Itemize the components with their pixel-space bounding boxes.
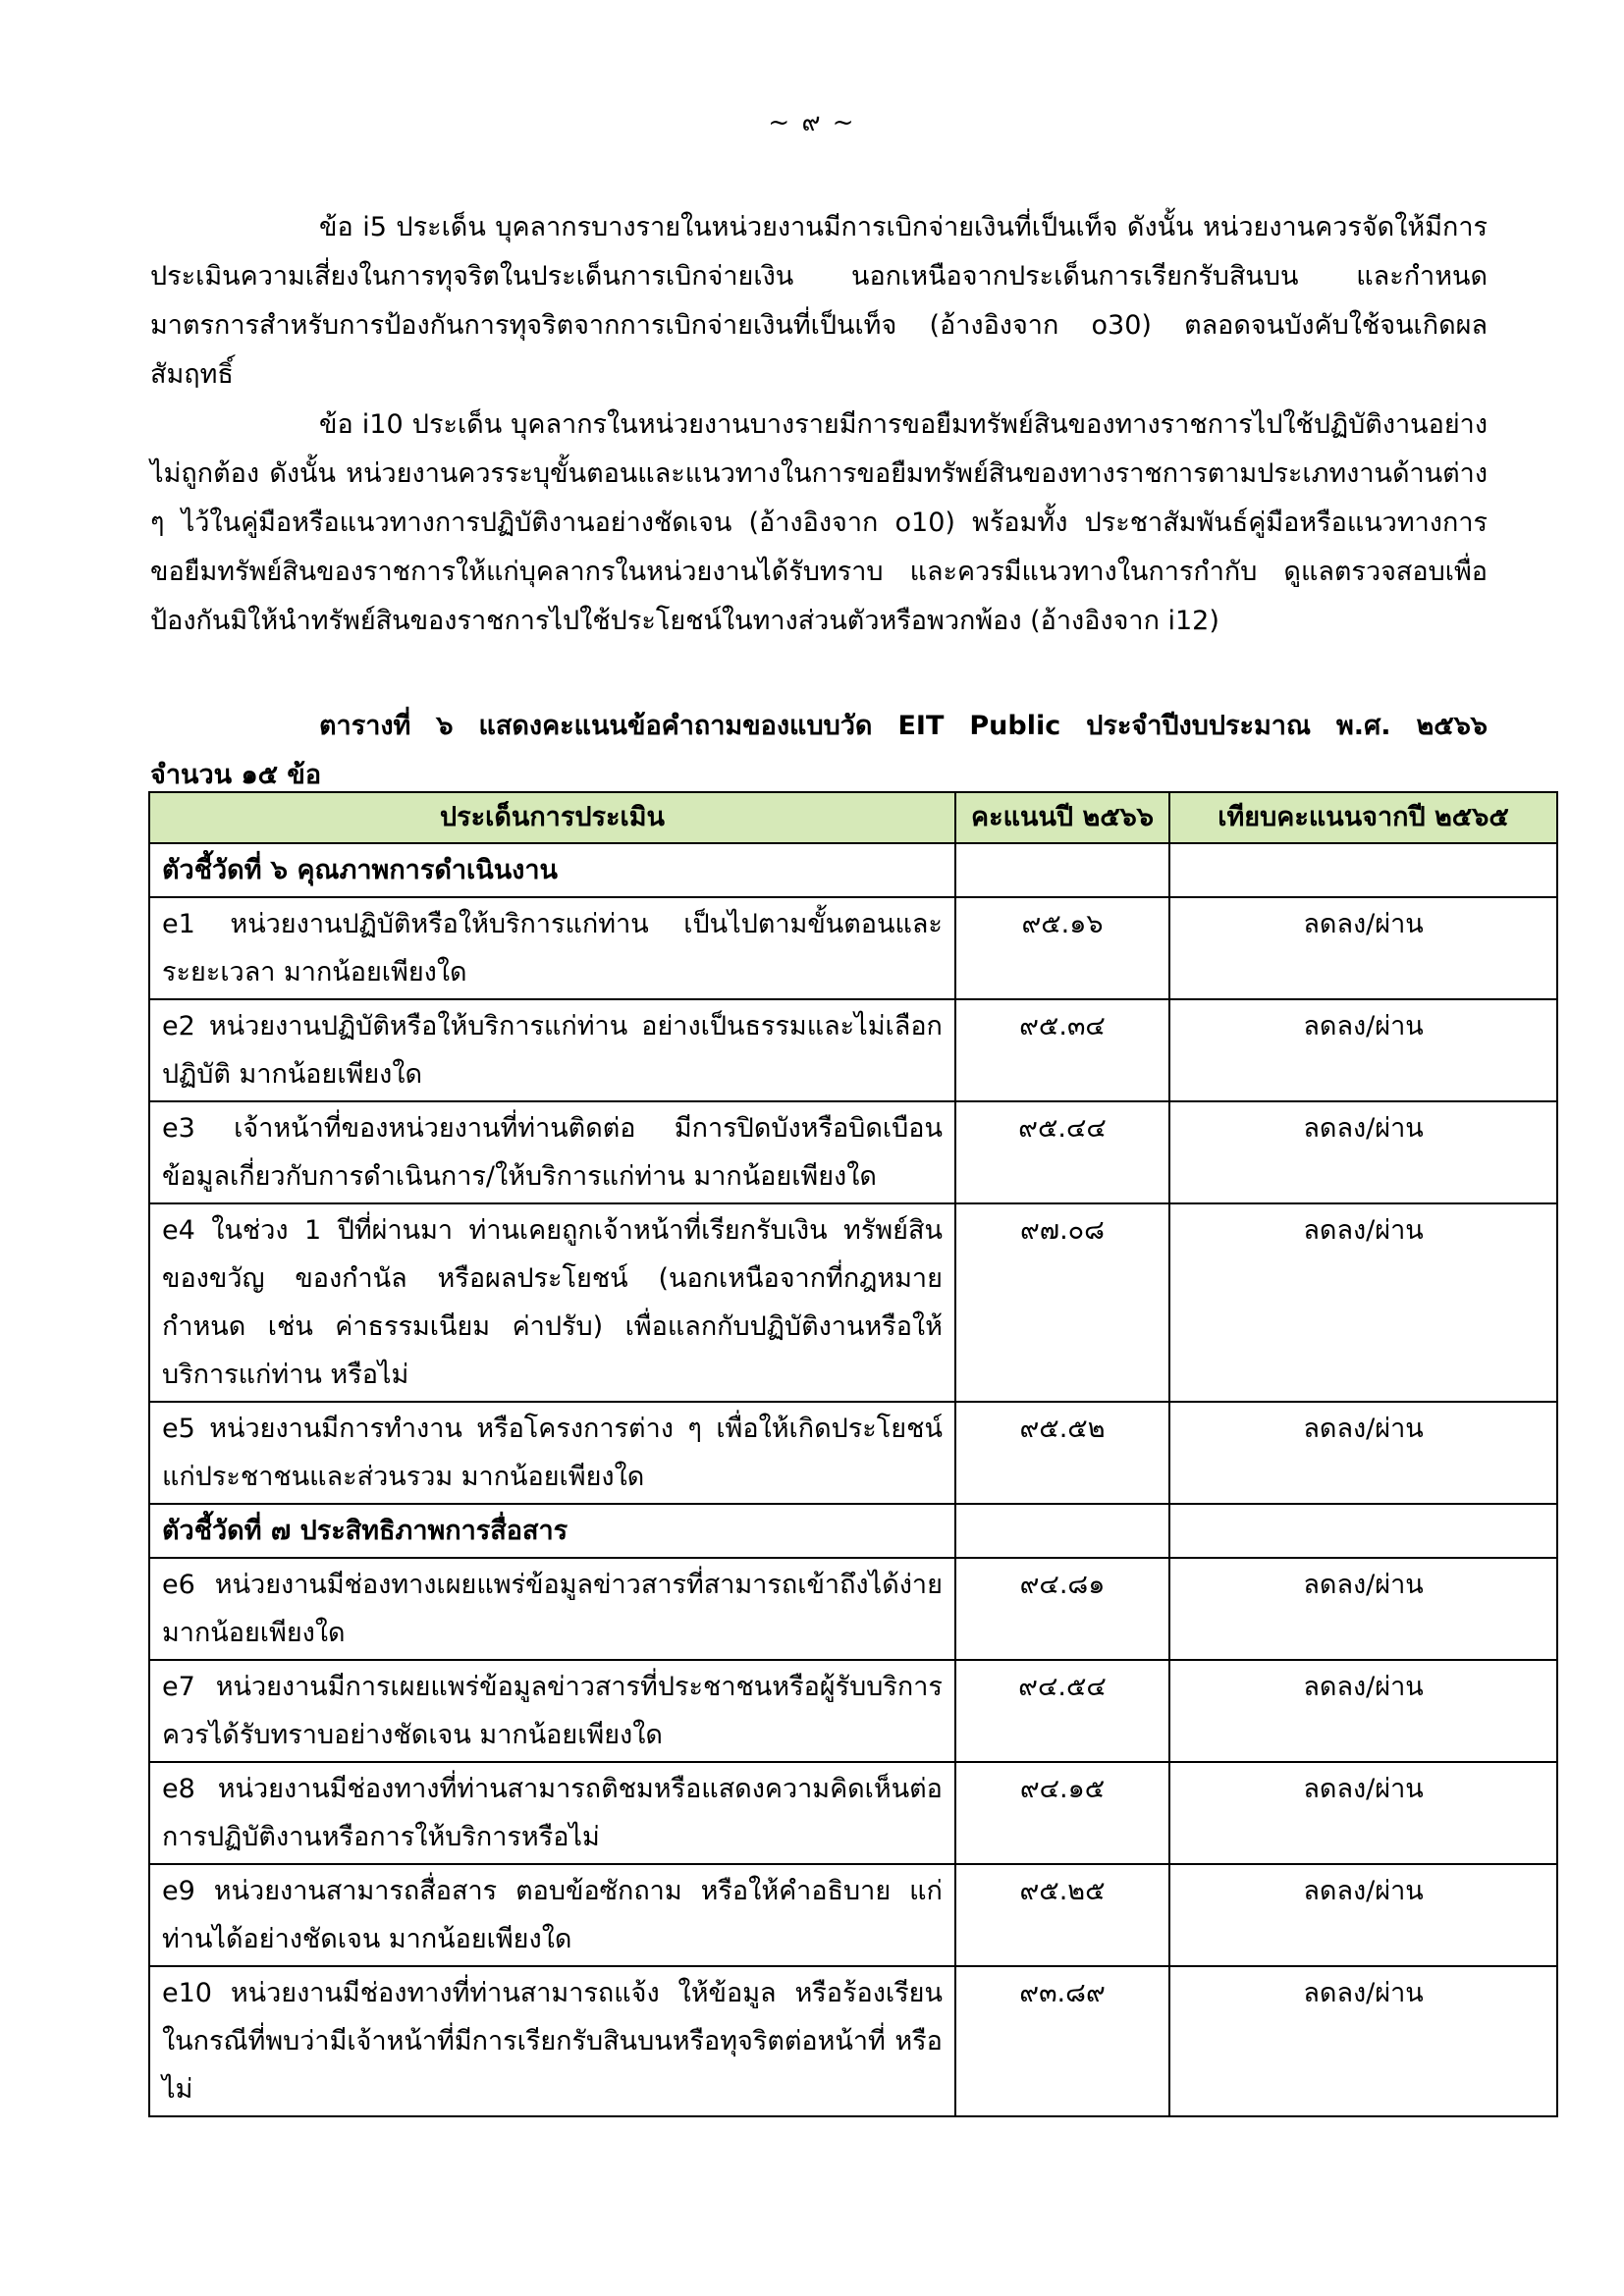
comparison-result: ลดลง/ผ่าน	[1169, 999, 1557, 1101]
table-caption-title: ตารางที่ ๖ แสดงคะแนนข้อคำถามของแบบวัด EIT Public ประจำปีงบประมาณ พ.ศ. ๒๕๖๖	[319, 711, 1488, 741]
question-text: e8 หน่วยงานมีช่องทางที่ท่านสามารถติชมหรือแสดงความคิดเห็นต่อการปฏิบัติงานหรือการให้บริการหรือไม่	[149, 1762, 955, 1864]
indicator-category: ตัวชี้วัดที่ ๖ คุณภาพการดำเนินงาน	[149, 843, 955, 897]
score-value: ๙๕.๕๒	[955, 1402, 1169, 1504]
question-text: e3 เจ้าหน้าที่ของหน่วยงานที่ท่านติดต่อ มีการปิดบังหรือบิดเบือนข้อมูลเกี่ยวกับการดำเนินการ/ให้บริการแก่ท่าน มากน้อยเพียงใด	[149, 1101, 955, 1203]
score-value: ๙๕.๓๔	[955, 999, 1169, 1101]
question-text: e10 หน่วยงานมีช่องทางที่ท่านสามารถแจ้ง ให้ข้อมูล หรือร้องเรียน ในกรณีที่พบว่ามีเจ้าหน้าที่มีการเรียกรับสินบนหรือทุจริตต่อหน้าที่ หรือไม่	[149, 1966, 955, 2116]
table-row	[149, 1101, 1557, 1203]
paragraph-i5: ข้อ i5 ประเด็น บุคลากรบางรายในหน่วยงานมีการเบิกจ่ายเงินที่เป็นเท็จ ดังนั้น หน่วยงานควรจัดให้มีการประเมินความเสี่ยงในการทุจริตในประเด็นการเบิกจ่ายเงิน นอกเหนือจากประเด็นการเรียกรับสินบน และกำหนดมาตรการสำหรับการป้องกันการทุจริตจากการเบิกจ่ายเงินที่เป็นเท็จ (อ้างอิงจาก o30) ตลอดจนบังคับใช้จนเกิดผลสัมฤทธิ์	[150, 212, 1488, 390]
question-text: e4 ในช่วง 1 ปีที่ผ่านมา ท่านเคยถูกเจ้าหน้าที่เรียกรับเงิน ทรัพย์สิน ของขวัญ ของกำนัล หรือผลประโยชน์ (นอกเหนือจากที่กฎหมายกำหนด เช่น ค่าธรรมเนียม ค่าปรับ) เพื่อแลกกับปฏิบัติงานหรือให้บริการแก่ท่าน หรือไม่	[149, 1203, 955, 1402]
comparison-result: ลดลง/ผ่าน	[1169, 1558, 1557, 1660]
score-value: ๙๔.๕๔	[955, 1660, 1169, 1762]
comparison-result: ลดลง/ผ่าน	[1169, 1660, 1557, 1762]
table-caption	[150, 702, 1488, 800]
table-body	[149, 843, 1557, 2116]
header-assessment-issue: ประเด็นการประเมิน	[149, 792, 955, 843]
table-row	[149, 1966, 1557, 2116]
question-text: e7 หน่วยงานมีการเผยแพร่ข้อมูลข่าวสารที่ประชาชนหรือผู้รับบริการควรได้รับทราบอย่างชัดเจน มากน้อยเพียงใด	[149, 1660, 955, 1762]
question-text: e1 หน่วยงานปฏิบัติหรือให้บริการแก่ท่าน เป็นไปตามขั้นตอนและระยะเวลา มากน้อยเพียงใด	[149, 897, 955, 999]
indicator-category: ตัวชี้วัดที่ ๗ ประสิทธิภาพการสื่อสาร	[149, 1504, 955, 1558]
comparison-result: ลดลง/ผ่าน	[1169, 1864, 1557, 1966]
score-value: ๙๓.๘๙	[955, 1966, 1169, 2116]
comparison-result: ลดลง/ผ่าน	[1169, 1402, 1557, 1504]
category-score-empty	[955, 1504, 1169, 1558]
comparison-result: ลดลง/ผ่าน	[1169, 1966, 1557, 2116]
category-compare-empty	[1169, 1504, 1557, 1558]
comparison-result: ลดลง/ผ่าน	[1169, 1101, 1557, 1203]
paragraph-i10: ข้อ i10 ประเด็น บุคลากรในหน่วยงานบางรายมีการขอยืมทรัพย์สินของทางราชการไปใช้ปฏิบัติงานอย่างไม่ถูกต้อง ดังนั้น หน่วยงานควรระบุขั้นตอนและแนวทางในการขอยืมทรัพย์สินของทางราชการตามประเภทงานด้านต่าง ๆ ไว้ในคู่มือหรือแนวทางการปฏิบัติงานอย่างชัดเจน (อ้างอิงจาก o10) พร้อมทั้ง ประชาสัมพันธ์คู่มือหรือแนวทางการขอยืมทรัพย์สินของราชการให้แก่บุคลากรในหน่วยงานได้รับทราบ และควรมีแนวทางในการกำกับ ดูแลตรวจสอบเพื่อป้องกันมิให้นำทรัพย์สินของราชการไปใช้ประโยชน์ในทางส่วนตัวหรือพวกพ้อง (อ้างอิงจาก i12)	[150, 409, 1488, 636]
table-header-row	[149, 792, 1557, 843]
comparison-result: ลดลง/ผ่าน	[1169, 1203, 1557, 1402]
comparison-result: ลดลง/ผ่าน	[1169, 897, 1557, 999]
question-text: e2 หน่วยงานปฏิบัติหรือให้บริการแก่ท่าน อย่างเป็นธรรมและไม่เลือกปฏิบัติ มากน้อยเพียงใด	[149, 999, 955, 1101]
comparison-result: ลดลง/ผ่าน	[1169, 1762, 1557, 1864]
table-row	[149, 1203, 1557, 1402]
indicator-category-row	[149, 1504, 1557, 1558]
score-value: ๙๕.๑๖	[955, 897, 1169, 999]
table-row	[149, 1864, 1557, 1966]
header-compare-2565: เทียบคะแนนจากปี ๒๕๖๕	[1169, 792, 1557, 843]
table-row	[149, 1402, 1557, 1504]
table-row	[149, 1558, 1557, 1660]
question-text: e9 หน่วยงานสามารถสื่อสาร ตอบข้อซักถาม หรือให้คำอธิบาย แก่ท่านได้อย่างชัดเจน มากน้อยเพียงใด	[149, 1864, 955, 1966]
table-row	[149, 1660, 1557, 1762]
score-table	[148, 791, 1558, 2117]
score-value: ๙๔.๑๕	[955, 1762, 1169, 1864]
table-row	[149, 1762, 1557, 1864]
table-row	[149, 999, 1557, 1101]
category-compare-empty	[1169, 843, 1557, 897]
score-value: ๙๕.๒๕	[955, 1864, 1169, 1966]
score-value: ๙๕.๔๔	[955, 1101, 1169, 1203]
question-text: e6 หน่วยงานมีช่องทางเผยแพร่ข้อมูลข่าวสารที่สามารถเข้าถึงได้ง่าย มากน้อยเพียงใด	[149, 1558, 955, 1660]
score-value: ๙๗.๐๘	[955, 1203, 1169, 1402]
category-score-empty	[955, 843, 1169, 897]
page-number: ~ ๙ ~	[768, 108, 856, 137]
table-row	[149, 897, 1557, 999]
question-text: e5 หน่วยงานมีการทำงาน หรือโครงการต่าง ๆ เพื่อให้เกิดประโยชน์แก่ประชาชนและส่วนรวม มากน้อยเพียงใด	[149, 1402, 955, 1504]
header-score-2566: คะแนนปี ๒๕๖๖	[955, 792, 1169, 843]
table-caption-count: จำนวน ๑๕ ข้อ	[150, 760, 322, 790]
indicator-category-row	[149, 843, 1557, 897]
score-value: ๙๔.๘๑	[955, 1558, 1169, 1660]
